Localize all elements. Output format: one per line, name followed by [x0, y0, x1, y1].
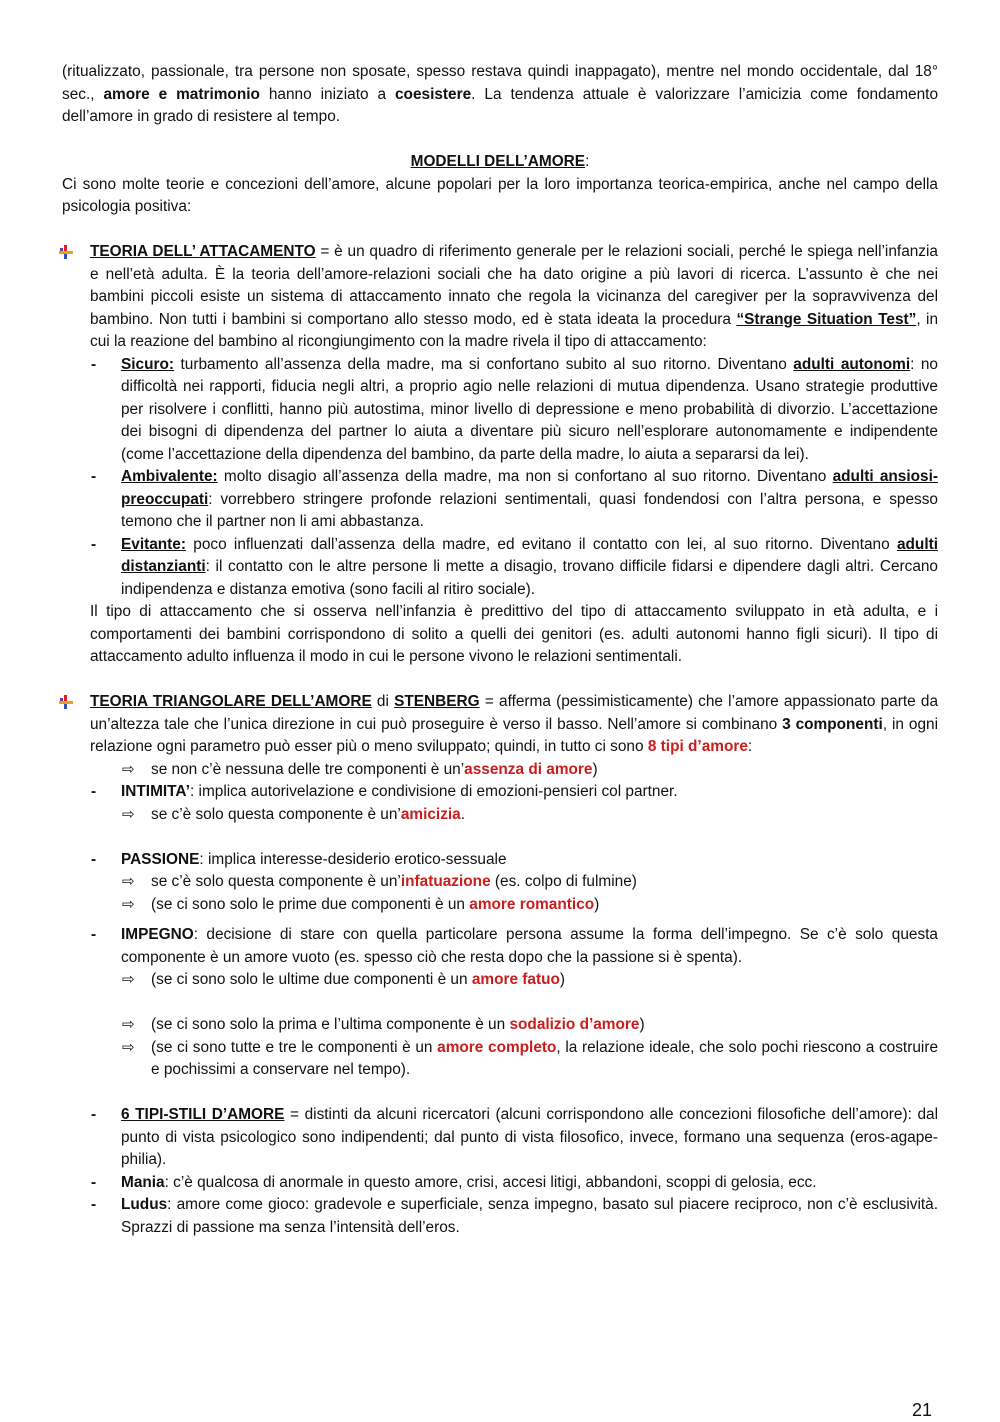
intro-paragraph — [62, 61, 938, 129]
arrow-icon: ⇨ — [122, 895, 135, 913]
text-run: (ritualizzato, passionale, tra persone non sposate, spesso restava quindi inappagato), mentre nel mondo occidentale, dal 18° sec., — [62, 63, 938, 103]
arrow-icon: ⇨ — [122, 873, 135, 890]
arrow-item-infatuazione — [62, 871, 938, 894]
text-run: poco influenzati dall’assenza della madre, ed evitano il contatto con lei, al suo ritorno. Diventano — [186, 535, 897, 553]
type-label: Sicuro: — [121, 355, 175, 373]
document-page — [62, 61, 938, 1239]
text-run: ) — [639, 1016, 645, 1033]
text-run: , in cui la reazione del bambino al ricongiungimento con la madre rivela il tipo di attaccamento: — [90, 310, 939, 350]
text-run: . — [460, 805, 466, 823]
text-run: = afferma (pessimisticamente) che l’amore appassionato parte da un’altezza tale che l’unica direzione in cui può proseguire è verso il basso. Nell’amore si combinano — [90, 693, 938, 733]
arrow-item-amicizia — [62, 804, 938, 827]
text-run: : — [585, 153, 590, 170]
text-run: : amore come gioco: gradevole e superficiale, senza impegno, basato sul piacere reciproco, non c’è esclusività. Sprazzi di passione ma senza l’intensità dell’eros. — [121, 1196, 938, 1236]
text-run: ) — [559, 971, 566, 988]
arrow-icon: ⇨ — [122, 760, 135, 778]
triangular-theory-item — [62, 691, 938, 759]
text-run: . La tendenza attuale è valorizzare l’amicizia come fondamento dell’amore in grado di resistere al tempo. — [62, 85, 939, 125]
bold-text: coesistere — [395, 85, 472, 103]
highlight-text: infatuazione — [400, 873, 491, 890]
arrow-item-romantico — [62, 894, 938, 917]
attachment-theory-item — [62, 241, 938, 354]
text-run: ) — [594, 895, 600, 913]
adult-type: adulti ansiosi-preoccupati — [121, 468, 938, 508]
text-run: : vorrebbero stringere profonde relazioni sentimentali, quasi fondendosi con l’altra persona, e spesso temono che il partner non li ami abbastanza. — [121, 490, 938, 530]
text-run: : decisione di stare con quella particolare persona assume la forma dell’impegno. Se c’è solo questa componente è un amore vuoto (es. spesso ciò che resta dopo che la passione si è spenta). — [121, 926, 938, 966]
highlight-text: amore fatuo — [471, 971, 560, 988]
text-run: se c’è solo questa componente è un’ — [151, 873, 401, 890]
arrow-icon: ⇨ — [122, 971, 135, 988]
dash-bullet: - — [91, 355, 97, 373]
component-label: INTIMITA’ — [121, 783, 190, 800]
text-run: : il contatto con le altre persone li mette a disagio, trovano difficile fidarsi e dipendere dagli altri. Cercano indipendenza e distanza emotiva (sono facili al ritiro sociale). — [121, 558, 938, 598]
heading-text: MODELLI DELL’AMORE — [410, 153, 586, 170]
dash-bullet: - — [91, 1173, 97, 1191]
component-intimita — [62, 781, 938, 804]
text-run: turbamento all’assenza della madre, ma si confortano subito al suo ritorno. Diventano — [174, 355, 794, 373]
highlight-text: sodalizio d’amore — [509, 1016, 640, 1033]
style-mania — [62, 1172, 938, 1195]
adult-type: adulti autonomi — [793, 355, 911, 373]
dash-bullet: - — [91, 926, 97, 943]
attachment-type-avoidant — [62, 534, 938, 602]
style-label: Ludus — [121, 1196, 168, 1213]
arrow-item-fatuo — [62, 969, 938, 992]
attachment-closing: Il tipo di attaccamento che si osserva nell’infanzia è predittivo del tipo di attaccamento sviluppato in età adulta, e i comportamenti dei bambini corrispondono di solito a quelli dei genitori (es. adulti autonomi hanno figli sicuri). Il tipo di attaccamento adulto influenza il modo in cui le persone vivono le relazioni sentimentali. — [90, 603, 938, 665]
dash-bullet: - — [91, 1106, 97, 1123]
page-number: 21 — [912, 1400, 933, 1420]
text-run: : implica interesse-desiderio erotico-sessuale — [199, 850, 507, 868]
highlight-text: 8 tipi d’amore — [647, 738, 748, 755]
bold-text: amore e matrimonio — [103, 85, 260, 103]
adult-type: adulti distanzianti — [121, 535, 938, 575]
text-run: : no difficoltà nei rapporti, fiducia negli altri, a proprio agio nelle relazioni di mutua dipendenza. Usano strategie produttive per risolvere i conflitti, hanno più autostima, minor livello di depressione e meno probabilità di divorzio. L’accettazione dei bisogni di dipendenza del partner lo aiuta a diventare più sicuro nell’esplorare autonomamente e indipendente (come l’accettazione della dipendenza del bambino, da parte della madre, lo aiuta a separarsi da lei). — [121, 355, 938, 463]
text-run: (es. colpo di fulmine) — [490, 873, 637, 890]
text-run: (se ci sono solo la prima e l’ultima componente è un — [151, 1016, 510, 1033]
highlight-text: amicizia — [400, 805, 461, 823]
text-run: (se ci sono solo le ultime due componenti è un — [151, 971, 472, 988]
text-run: hanno iniziato a — [259, 85, 395, 103]
style-ludus — [62, 1194, 938, 1239]
type-label: Evitante: — [121, 535, 186, 553]
highlight-text: amore completo — [437, 1038, 557, 1056]
type-label: Ambivalente: — [121, 468, 218, 485]
bullet-icon — [58, 245, 74, 259]
text-run: : implica autorivelazione e condivisione di emozioni-pensieri col partner. — [189, 783, 678, 800]
text-run: se c’è solo questa componente è un’ — [151, 805, 401, 823]
attachment-type-secure — [62, 354, 938, 467]
text-run: , la relazione ideale, che solo pochi riescono a costruire e pochissimi a conservare nel tempo). — [151, 1038, 938, 1078]
dash-bullet: - — [91, 535, 97, 553]
text-run: , in ogni relazione ogni parametro può esser più o meno sviluppato; quindi, in tutto ci sono — [90, 715, 939, 755]
component-label: PASSIONE — [121, 850, 200, 868]
arrow-icon: ⇨ — [122, 1016, 135, 1033]
style-label: Mania — [121, 1173, 165, 1191]
text-run: se non c’è nessuna delle tre componenti è un’ — [151, 760, 465, 778]
dash-bullet: - — [91, 1196, 97, 1213]
strange-situation-test: “Strange Situation Test” — [736, 310, 917, 328]
highlight-text: assenza di amore — [464, 760, 593, 778]
text-run: di — [371, 693, 395, 710]
arrow-item-completo — [62, 1037, 938, 1082]
text-run: : c’è qualcosa di anormale in questo amore, crisi, accesi litigi, abbandoni, scoppi di gelosia, ecc. — [164, 1173, 817, 1191]
component-label: IMPEGNO — [121, 926, 194, 943]
text-run: ) — [592, 760, 598, 778]
arrow-item-none — [62, 759, 938, 782]
highlight-text: amore romantico — [469, 895, 595, 913]
component-passione — [62, 849, 938, 872]
models-heading — [62, 151, 938, 174]
component-impegno — [62, 924, 938, 969]
text-run: : — [747, 738, 753, 755]
arrow-icon: ⇨ — [122, 1038, 135, 1056]
text-run: = distinti da alcuni ricercatori (alcuni corrispondono alle concezioni filosofiche dell’amore): dal punto di vista psicologico sono indipendenti; dal punto di vista filosofico, invece, formano una sequenza (eros-agape-philia). — [121, 1106, 938, 1168]
bold-text: 3 componenti — [782, 715, 883, 733]
arrow-item-sodalizio — [62, 1014, 938, 1037]
dash-bullet: - — [91, 850, 97, 868]
text-run: (se ci sono tutte e tre le componenti è un — [151, 1038, 438, 1056]
attachment-title: TEORIA DELL’ ATTACAMENTO — [90, 243, 316, 260]
text-run: (se ci sono solo le prime due componenti è un — [151, 895, 470, 913]
styles-title: 6 TIPI-STILI D’AMORE — [121, 1106, 285, 1123]
dash-bullet: - — [91, 783, 97, 800]
attachment-type-ambivalent — [62, 466, 938, 534]
triangular-title: TEORIA TRIANGOLARE DELL’AMORE — [90, 693, 372, 710]
bullet-icon — [58, 695, 74, 709]
text-run: molto disagio all’assenza della madre, ma non si confortano al suo ritorno. Diventano — [217, 468, 833, 485]
models-intro: Ci sono molte teorie e concezioni dell’amore, alcune popolari per la loro importanza teorica-empirica, anche nel campo della psicologia positiva: — [62, 175, 938, 215]
dash-bullet: - — [91, 468, 97, 485]
arrow-icon: ⇨ — [122, 805, 135, 823]
author-name: STENBERG — [394, 693, 480, 710]
love-styles-item — [62, 1104, 938, 1172]
text-run: = è un quadro di riferimento generale per le relazioni sociali, perché le spiega nell’infanzia e nell’età adulta. È la teoria dell’amore-relazioni sociali che ha dato origine a più lavori di ricerca. L’assunto è che nei bambini piccoli esiste un sistema di attaccamento innato che regola la vicinanza del caregiver per la sopravvivenza del bambino. Non tutti i bambini si comportano allo stesso modo, ed è stata ideata la procedura — [90, 243, 938, 328]
